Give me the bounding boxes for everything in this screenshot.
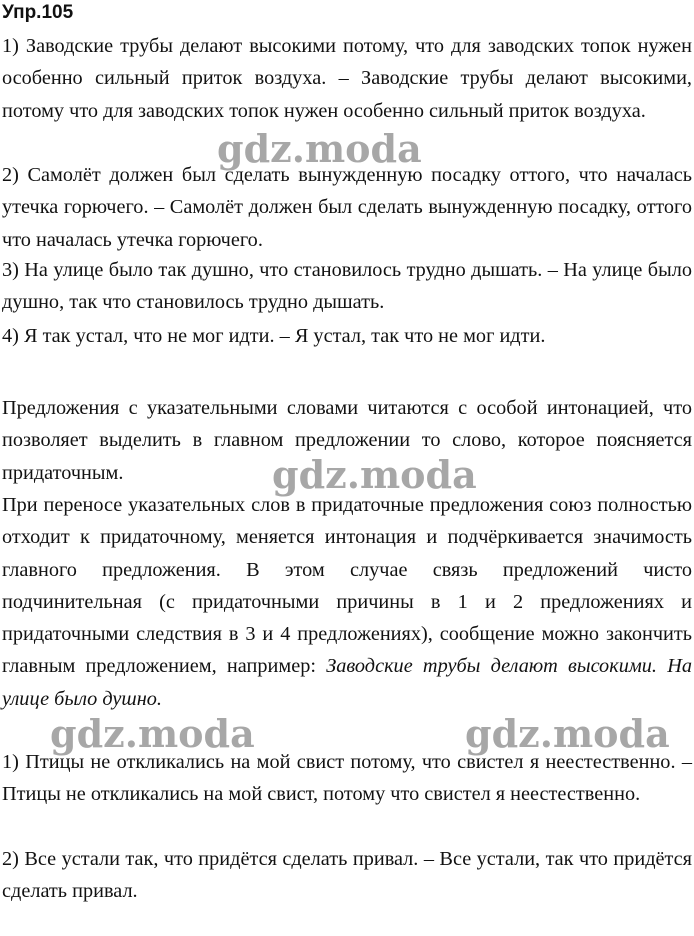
paragraph-3: 3) На улице было так душно, что становилось трудно дышать. – На улице было душно, так что становилось трудно дышать. [2,259,692,314]
exercise-title: Упр.105 [2,2,74,23]
paragraph-6-example: Заводские трубы делают высокими. На улице было душно. [2,655,692,710]
paragraph-6-text: При переносе указательных слов в придаточные предложения союз полностью отходит к придаточному, меняется интонация и подчёркивается значимость главного предложения. В этом случае связь предложений чисто подчинительная (с придаточными причины в 1 и 2 предложениях и придаточными следствия в 3 и 4 предложениях), сообщение можно закончить главным предложением, например: [2,494,692,678]
watermark: gdz.moda [217,126,422,171]
paragraph-2: 2) Самолёт должен был сделать вынужденную посадку оттого, что началась утечка горючего. – Самолёт должен был сделать вынужденную посадку, оттого что началась утечка горючего. [2,164,692,251]
paragraph-6 [2,489,692,715]
watermark: gdz.moda [50,711,255,756]
paragraph-1: 1) Заводские трубы делают высокими потому, что для заводских топок нужен особенно сильный приток воздуха. – Заводские трубы делают высокими, потому что для заводских топок нужен особенно сильный приток воздуха. [2,35,692,122]
paragraph-8: 2) Все устали так, что придётся сделать привал. – Все устали, так что придётся сделать привал. [2,848,692,903]
paragraph-5: Предложения с указательными словами читаются с особой интонацией, что позволяет выделить в главном предложении то слово, которое поясняется придаточным. [2,397,692,484]
paragraph-4: 4) Я так устал, что не мог идти. – Я устал, так что не мог идти. [2,325,546,347]
paragraph-7: 1) Птицы не откликались на мой свист потому, что свистел я неестественно. – Птицы не откликались на мой свист, потому что свистел я неестественно. [2,751,692,806]
watermark: gdz.moda [465,711,670,756]
watermark: gdz.moda [272,452,477,497]
